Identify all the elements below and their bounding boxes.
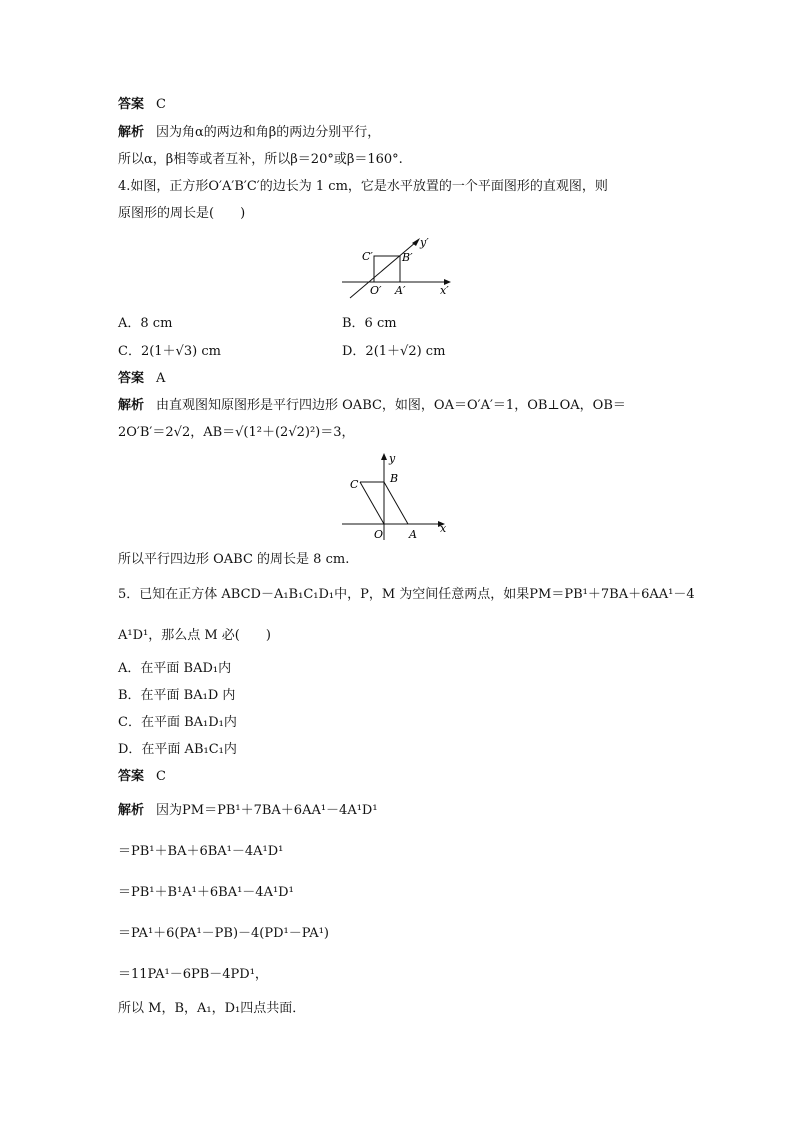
label-x: x <box>440 522 447 535</box>
q5-answer-line <box>118 768 166 786</box>
y-axis-arrow-icon <box>381 453 387 460</box>
q5-step-1: 因为PM＝PB¹＋7BA＋6AA¹－4A¹D¹ <box>156 803 378 818</box>
q5-conclusion: 所以 M，B，A₁，D₁四点共面． <box>118 1001 306 1016</box>
q5-step-3: ＝PB¹＋B¹A¹＋6BA¹－4A¹D¹ <box>118 885 294 900</box>
q4-analysis-line1 <box>118 397 626 415</box>
q5-option-b: B．在平面 BA₁D 内 <box>118 688 236 703</box>
q5-analysis-label: 解析 <box>118 803 145 818</box>
label-y: y <box>389 452 396 465</box>
label-c-prime: C′ <box>362 250 373 263</box>
label-b-prime: B′ <box>402 251 413 264</box>
label-a: A <box>409 528 417 541</box>
label-a-prime: A′ <box>395 284 406 297</box>
q4-answer-line <box>118 370 165 388</box>
q5-option-a: A．在平面 BAD₁内 <box>118 661 232 676</box>
q3-analysis-label: 解析 <box>118 125 145 140</box>
q4-option-c: C．2(1＋√3) cm <box>118 344 221 359</box>
q3-answer-label: 答案 <box>118 97 145 112</box>
q5-step-4: ＝PA¹＋6(PA¹－PB)－4(PD¹－PA¹) <box>118 926 329 941</box>
q5-step-2: ＝PB¹＋BA＋6BA¹－4A¹D¹ <box>118 844 284 859</box>
q4-answer-value: A <box>156 371 166 386</box>
q4-answer-label: 答案 <box>118 371 145 386</box>
label-b: B <box>390 472 399 485</box>
q3-answer-line <box>118 96 166 114</box>
q4-analysis-text1: 由直观图知原图形是平行四边形 OABC，如图，OA＝O′A′＝1，OB⊥OA，OB＝ <box>156 398 626 413</box>
q4-option-d: D．2(1＋√2) cm <box>342 344 446 359</box>
label-o-prime: O′ <box>370 284 382 297</box>
q5-answer-label: 答案 <box>118 769 145 784</box>
q4-conclusion: 所以平行四边形 OABC 的周长是 8 cm. <box>118 552 350 567</box>
q4-option-a: A．8 cm <box>118 316 173 331</box>
q5-step-5: ＝11PA¹－6PB－4PD¹， <box>118 967 268 982</box>
q4-analysis-line2: 2O′B′＝2√2，AB＝√(1²＋(2√2)²)＝3， <box>118 425 355 440</box>
q3-analysis-text1: 因为角α的两边和角β的两边分别平行， <box>156 125 381 140</box>
parallelogram-side-co <box>360 482 384 524</box>
q3-analysis-line2: 所以α，β相等或者互补，所以β＝20°或β＝160°. <box>118 152 403 167</box>
q4-analysis-label: 解析 <box>118 398 145 413</box>
q5-answer-value: C <box>156 769 166 784</box>
q4-stem-line1: 4.如图，正方形O′A′B′C′的边长为 1 cm，它是水平放置的一个平面图形的直观图，则 <box>118 179 608 194</box>
q5-option-d: D．在平面 AB₁C₁内 <box>118 742 237 757</box>
q5-option-c: C．在平面 BA₁D₁内 <box>118 715 237 730</box>
label-x-prime: x′ <box>440 284 449 297</box>
q5-stem-line2: A¹D¹，那么点 M 必( ) <box>118 628 271 643</box>
label-y-prime: y′ <box>420 236 429 249</box>
q4-stem-line2: 原图形的周长是( ) <box>118 206 246 221</box>
label-o: O <box>374 528 384 541</box>
q4-oblique-figure <box>336 232 456 300</box>
q5-stem-line1: 5．已知在正方体 ABCD－A₁B₁C₁D₁中，P，M 为空间任意两点，如果PM＝PB¹＋7BA＋6AA¹－4 <box>118 587 695 602</box>
q4-option-b: B．6 cm <box>342 316 397 331</box>
label-c: C <box>350 478 359 491</box>
q4-original-figure <box>336 448 454 544</box>
q3-answer-value: C <box>156 97 166 112</box>
square-oabc-prime <box>374 256 400 282</box>
q3-analysis-line1 <box>118 124 380 142</box>
q5-analysis-line1 <box>118 802 378 820</box>
